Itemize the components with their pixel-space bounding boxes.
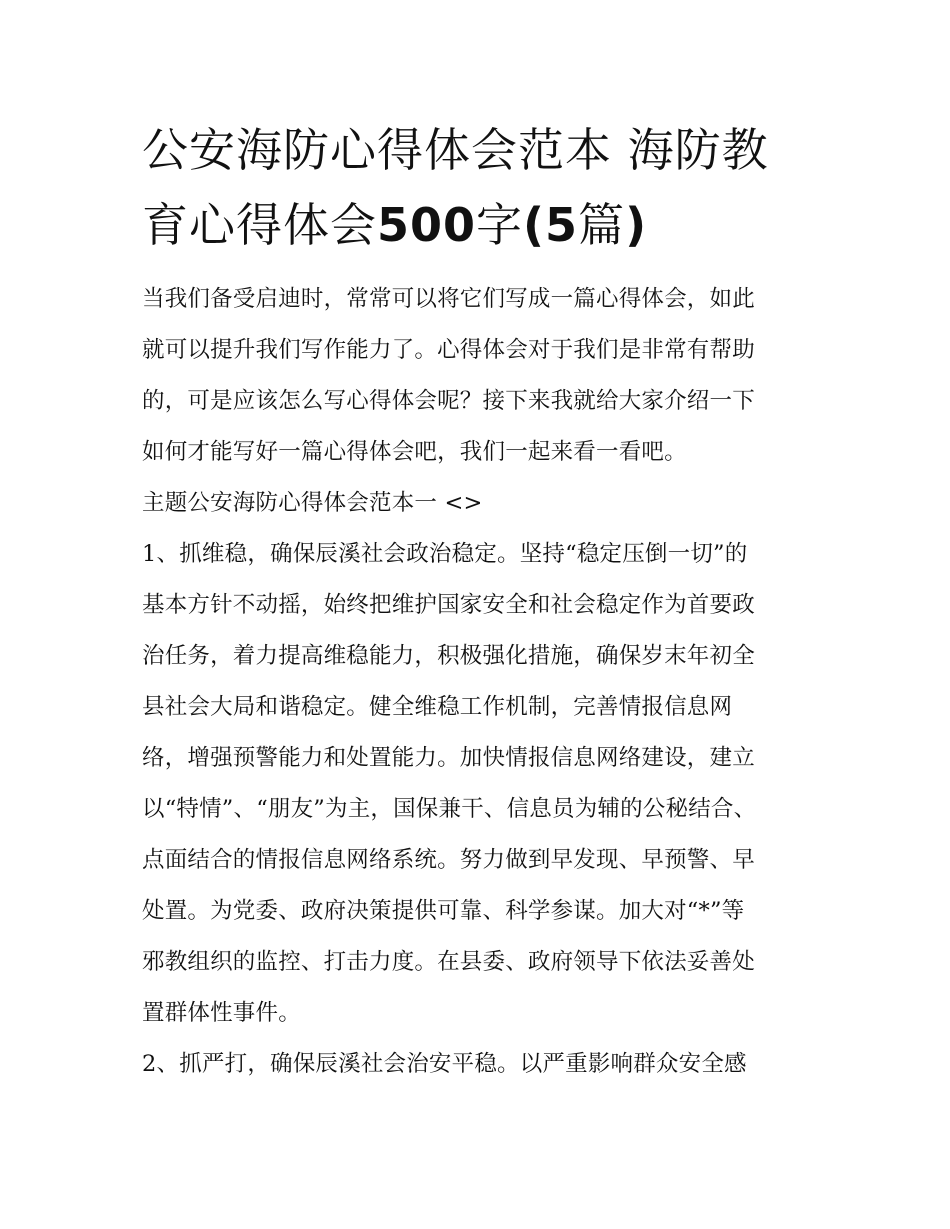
paragraph-2-line-1: 2、抓严打，确保辰溪社会治安平稳。以严重影响群众安全感 (142, 1051, 747, 1077)
intro-paragraph (142, 274, 822, 478)
title-line-1: 公安海防心得体会范本 海防教 (142, 123, 769, 177)
intro-line-4: 如何才能写好一篇心得体会吧，我们一起来看一看吧。 (142, 439, 687, 465)
subject-heading (142, 478, 822, 529)
paragraph-1-line-9: 邪教组织的监控、打击力度。在县委、政府领导下依法妥善处 (142, 949, 755, 975)
paragraph-1 (142, 529, 822, 1039)
title-line-2: 育心得体会500字(5篇) (142, 198, 648, 252)
paragraph-1-line-4: 县社会大局和谐稳定。健全维稳工作机制，完善情报信息网 (142, 694, 733, 720)
paragraph-1-line-6: 以“特情”、“朋友”为主，国保兼干、信息员为辅的公秘结合、 (142, 796, 757, 822)
intro-line-2: 就可以提升我们写作能力了。心得体会对于我们是非常有帮助 (142, 337, 755, 363)
paragraph-2 (142, 1039, 822, 1090)
paragraph-1-line-1: 1、抓维稳，确保辰溪社会政治稳定。坚持“稳定压倒一切”的 (142, 541, 748, 567)
paragraph-1-line-3: 治任务，着力提高维稳能力，积极强化措施，确保岁末年初全 (142, 643, 755, 669)
intro-line-3: 的，可是应该怎么写心得体会呢？接下来我就给大家介绍一下 (142, 388, 755, 414)
intro-line-1: 当我们备受启迪时，常常可以将它们写成一篇心得体会，如此 (142, 286, 755, 312)
document-title (142, 113, 822, 263)
paragraph-1-line-10: 置群体性事件。 (142, 1000, 301, 1026)
paragraph-1-line-5: 络，增强预警能力和处置能力。加快情报信息网络建设，建立 (142, 745, 755, 771)
paragraph-1-line-2: 基本方针不动摇，始终把维护国家安全和社会稳定作为首要政 (142, 592, 755, 618)
paragraph-1-line-8: 处置。为党委、政府决策提供可靠、科学参谋。加大对“*”等 (142, 898, 745, 924)
paragraph-1-line-7: 点面结合的情报信息网络系统。努力做到早发现、早预警、早 (142, 847, 755, 873)
subject-line: 主题公安海防心得体会范本一 <> (142, 490, 483, 516)
